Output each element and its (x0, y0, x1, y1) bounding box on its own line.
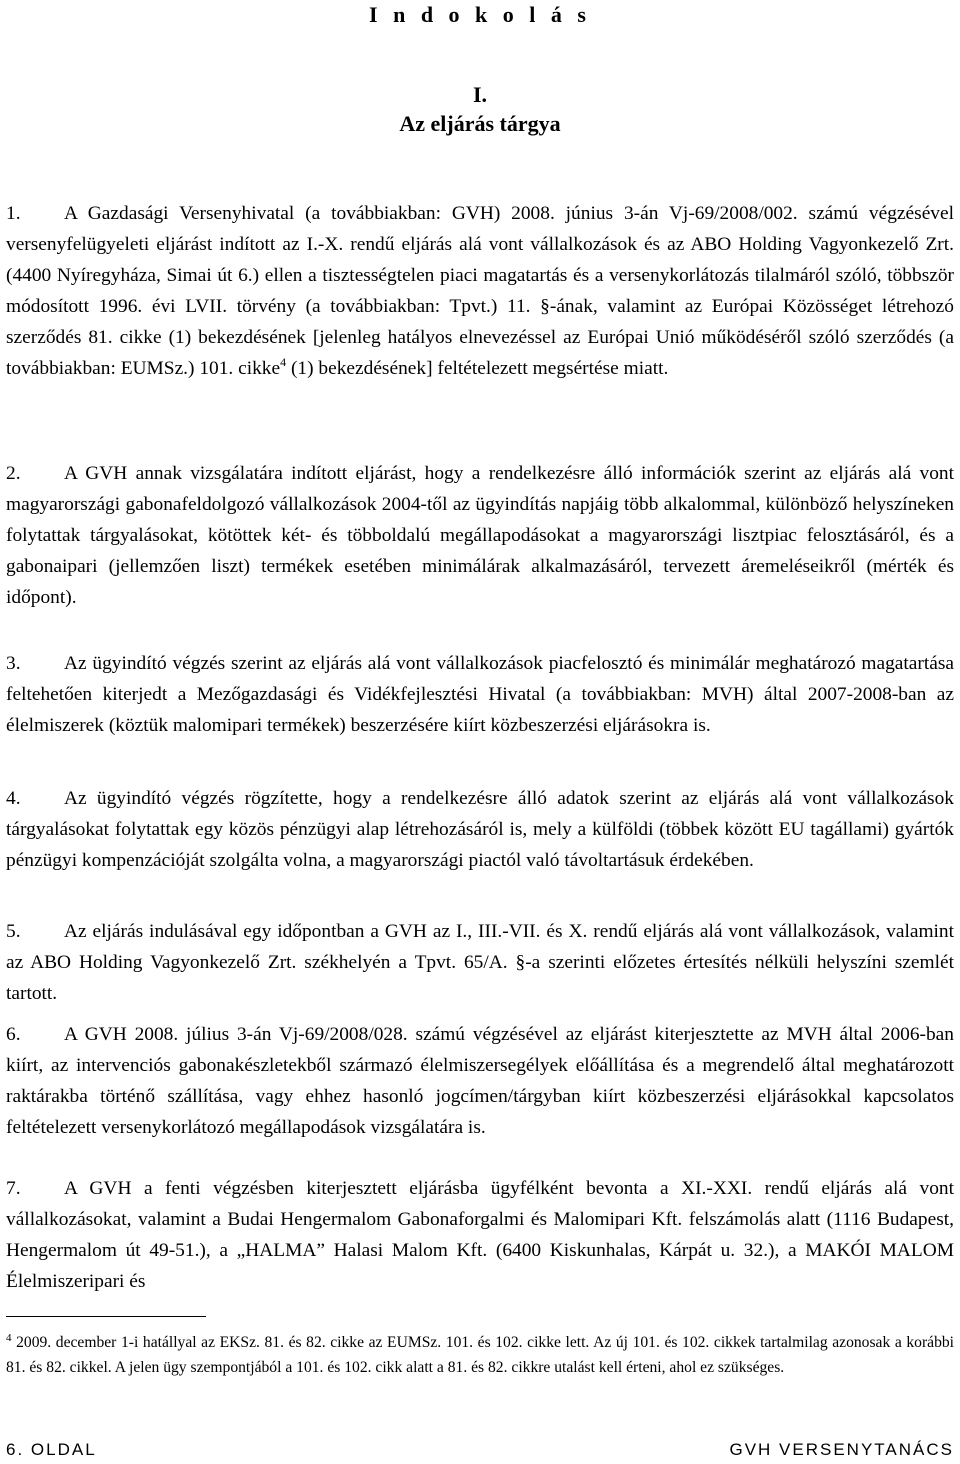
footnote-text: 2009. december 1-i hatállyal az EKSz. 81. és 82. cikke az EUMSz. 101. és 102. cikke lett. Az új 101. és 102. cikkek tartalmilag azonosak a korábbi 81. és 82. cikkel. A jelen ügy szempontjából a 101. és 102. cikk alatt a 81. és 82. cikkre utalást kell érteni, ahol ez szükséges. (6, 1334, 954, 1376)
paragraph-1 (6, 199, 954, 384)
footnote-divider (6, 1316, 206, 1317)
document-heading: I n d o k o l á s (369, 2, 591, 27)
page-number: 6. OLDAL (6, 1440, 97, 1459)
paragraph-number: 4. (6, 788, 21, 809)
section-title: Az eljárás tárgya (399, 111, 561, 136)
footnote (6, 1331, 954, 1380)
paragraph-5 (6, 917, 954, 1010)
paragraph-2 (6, 459, 954, 614)
paragraph-number: 1. (6, 203, 21, 224)
paragraph-number: 5. (6, 921, 21, 942)
paragraph-3 (6, 649, 954, 742)
paragraph-text: Az ügyindító végzés rögzítette, hogy a rendelkezésre álló adatok szerint az eljárás alá vont vállalkozások tárgyalásokat folytattak egy közös pénzügyi alap létrehozásáról is, mely a külföldi (többek között EU tagállami) gyártók pénzügyi kompenzációját szolgálta volna, a magyarországi piactól való távoltartásuk érdekében. (6, 788, 954, 871)
paragraph-number: 6. (6, 1024, 21, 1045)
paragraph-text: Az ügyindító végzés szerint az eljárás alá vont vállalkozások piacfelosztó és minimálár meghatározó magatartása feltehetően kiterjedt a Mezőgazdasági és Vidékfejlesztési Hivatal (a továbbiakban: MVH) által 2007-2008-ban az élelmiszerek (köztük malomipari termékek) beszerzésére kiírt közbeszerzési eljárásokra is. (6, 653, 954, 736)
paragraph-text: A GVH 2008. július 3-án Vj-69/2008/028. számú végzésével az eljárást kiterjesztette az MVH által 2006-ban kiírt, az intervenciós gabonakészletekből származó élelmiszersegélyek előállítása és a megrendelő által meghatározott raktárakba történő szállítása, vagy ehhez hasonló jogcímen/tárgyban kiírt közbeszerzési eljárásokkal kapcsolatos feltételezett versenykorlátozó megállapodások vizsgálatára is. (6, 1024, 954, 1138)
paragraph-text-continued: (1) bekezdésének] feltételezett megsértése miatt. (286, 357, 669, 379)
paragraph-text: A GVH annak vizsgálatára indított eljárást, hogy a rendelkezésre álló információk szerint az eljárás alá vont magyarországi gabonafeldolgozó vállalkozások 2004-től az ügyindítás napjáig több alkalommal, különböző helyszíneken folytattak tárgyalásokat, kötöttek két- és többoldalú megállapodásokat a magyarországi lisztpiac felosztásáról, és a gabonaipari (jellemzően liszt) termékek esetében minimálárak alkalmazásáról, tervezett áremeléseikről (mérték és időpont). (6, 463, 954, 608)
paragraph-7 (6, 1174, 954, 1298)
paragraph-6 (6, 1020, 954, 1144)
footer-organization: GVH VERSENYTANÁCS (729, 1440, 954, 1459)
paragraph-number: 2. (6, 463, 21, 484)
footnote-ref: 4 (280, 354, 287, 369)
paragraph-text: Az eljárás indulásával egy időpontban a GVH az I., III.-VII. és X. rendű eljárás alá vont vállalkozások, valamint az ABO Holding Vagyonkezelő Zrt. székhelyén a Tpvt. 65/A. §-a szerinti előzetes értesítés nélküli helyszíni szemlét tartott. (6, 921, 954, 1004)
paragraph-number: 3. (6, 653, 21, 674)
paragraph-text: A Gazdasági Versenyhivatal (a továbbiakban: GVH) 2008. június 3-án Vj-69/2008/002. számú végzésével versenyfelügyeleti eljárást indított az I.-X. rendű eljárás alá vont vállalkozások és az ABO Holding Vagyonkezelő Zrt. (4400 Nyíregyháza, Simai út 6.) ellen a tisztességtelen piaci magatartás és a versenykorlátozás tilalmáról szóló, többször módosított 1996. évi LVII. törvény (a továbbiakban: Tpvt.) 11. §-ának, valamint az Európai Közösséget létrehozó szerződés 81. cikke (1) bekezdésének [jelenleg hatályos elnevezéssel az Európai Unió működéséről szóló szerződés (a továbbiakban: EUMSz.) 101. cikke (6, 203, 954, 379)
paragraph-text: A GVH a fenti végzésben kiterjesztett eljárásba ügyfélként bevonta a XI.-XXI. rendű eljárás alá vont vállalkozásokat, valamint a Budai Hengermalom Gabonaforgalmi és Malomipari Kft. felszámolás alatt (1116 Budapest, Hengermalom út 49-51.), a „HALMA” Halasi Malom Kft. (6400 Kiskunhalas, Kárpát u. 32.), a MAKÓI MALOM Élelmiszeripari és (6, 1178, 954, 1292)
paragraph-number: 7. (6, 1178, 21, 1199)
paragraph-4 (6, 784, 954, 877)
footnote-marker: 4 (6, 1332, 12, 1344)
section-number: I. (472, 82, 488, 107)
